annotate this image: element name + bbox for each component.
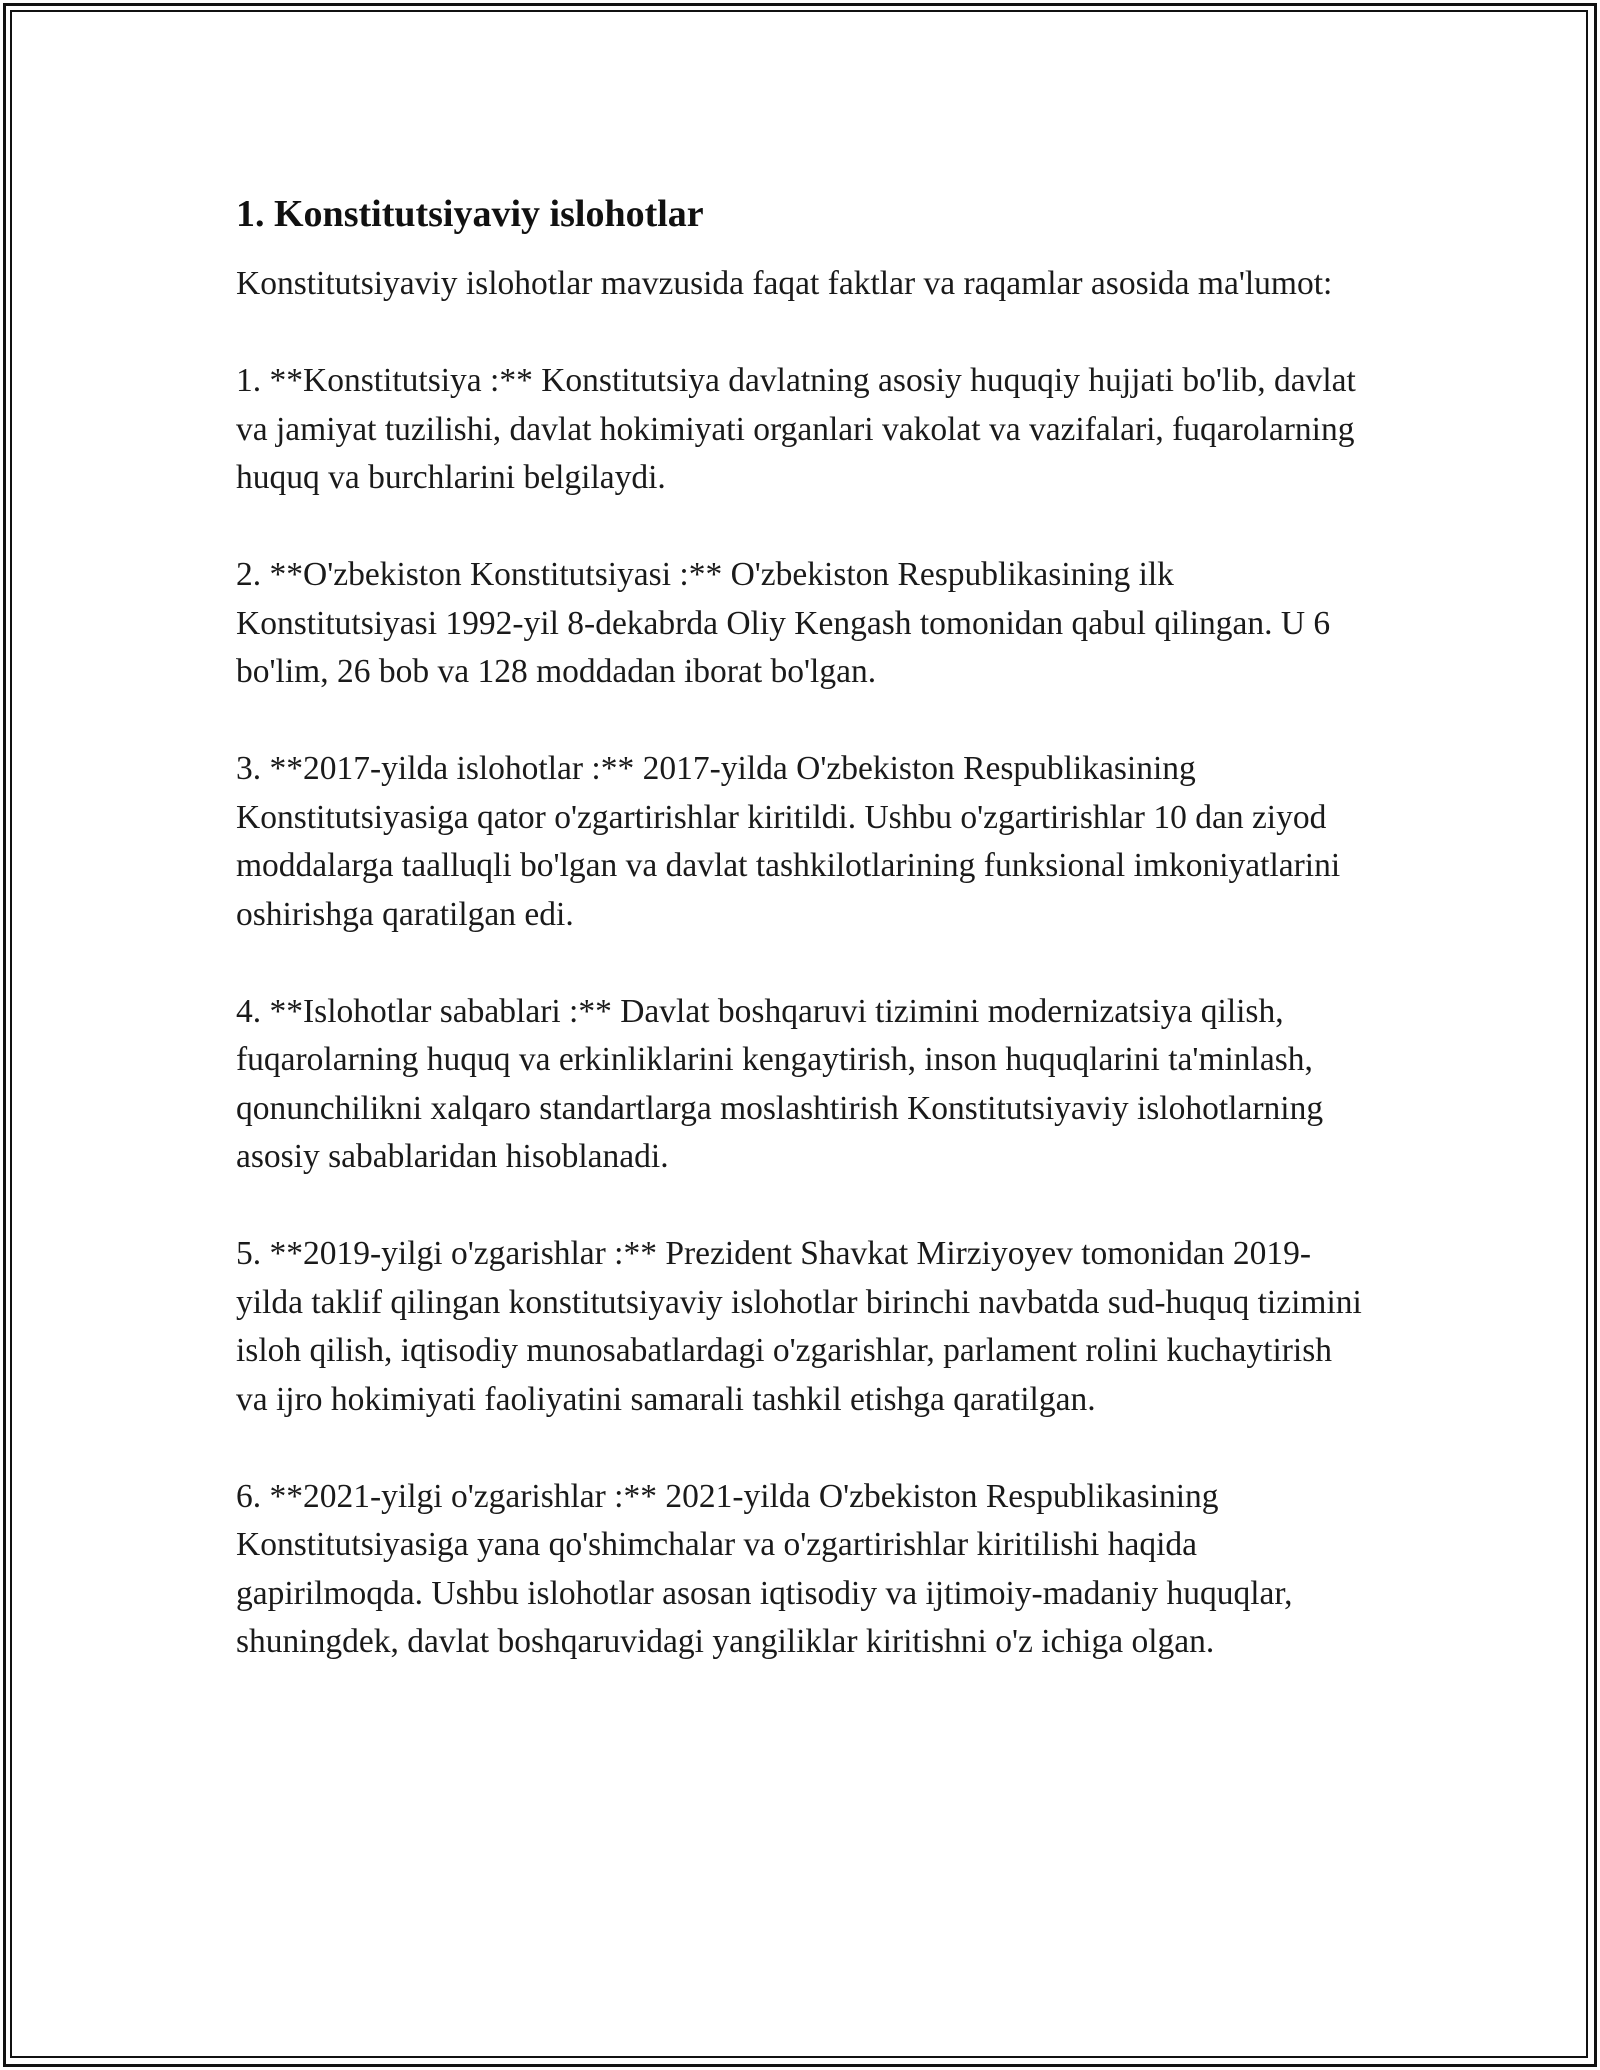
list-item-2021-ozgarishlar: 6. **2021-yilgi o'zgarishlar :** 2021-yilda O'zbekiston Respublikasining Konstitutsiyasiga yana qo'shimchalar va o'zgartirishlar kiritilishi haqida gapirilmoqda. Ushbu islohotlar asosan iqtisodiy va ijtimoiy-madaniy huquqlar, shuningdek, davlat boshqaruvidagi yangiliklar kiritishni o'z ichiga olgan. (236, 1477, 1293, 1660)
list-item-2019-ozgarishlar: 5. **2019-yilgi o'zgarishlar :** Prezident Shavkat Mirziyoyev tomonidan 2019-yilda taklif qilingan konstitutsiyaviy islohotlar birinchi navbatda sud-huquq tizimini isloh qilish, iqtisodiy munosabatlardagi o'zgarishlar, parlament rolini kuchaytirish va ijro hokimiyati faoliyatini samarali tashkil etishga qaratilgan. (236, 1235, 1362, 1418)
document-title: 1. Konstitutsiyaviy islohotlar (236, 193, 704, 235)
list-item-2017-islohotlar: 3. **2017-yilda islohotlar :** 2017-yilda O'zbekiston Respublikasining Konstitutsiyasiga qator o'zgartirishlar kiritildi. Ushbu o'zgartirishlar 10 dan ziyod moddalarga taalluqli bo'lgan va davlat tashkilotlarining funksional imkoniyatlarini oshirishga qaratilgan edi. (236, 750, 1341, 933)
list-item-ozbekiston-konstitutsiyasi: 2. **O'zbekiston Konstitutsiyasi :** O'zbekiston Respublikasining ilk Konstitutsiyasi 1992-yil 8-dekabrda Oliy Kengash tomonidan qabul qilingan. U 6 bo'lim, 26 bob va 128 moddadan iborat bo'lgan. (236, 556, 1331, 690)
list-item-konstitutsiya: 1. **Konstitutsiya :** Konstitutsiya davlatning asosiy huquqiy hujjati bo'lib, davlat va jamiyat tuzilishi, davlat hokimiyati organlari vakolat va vazifalari, fuqarolarning huquq va burchlarini belgilaydi. (236, 362, 1356, 496)
list-item-islohotlar-sabablari: 4. **Islohotlar sabablari :** Davlat boshqaruvi tizimini modernizatsiya qilish, fuqarolarning huquq va erkinliklarini kengaytirish, inson huquqlarini ta'minlash, qonunchilikni xalqaro standartlarga moslashtirish Konstitutsiyaviy islohotlarning asosiy sabablaridan hisoblanadi. (236, 992, 1324, 1175)
intro-paragraph: Konstitutsiyaviy islohotlar mavzusida faqat faktlar va raqamlar asosida ma'lumot: (236, 265, 1333, 302)
document-body (236, 186, 1366, 1715)
